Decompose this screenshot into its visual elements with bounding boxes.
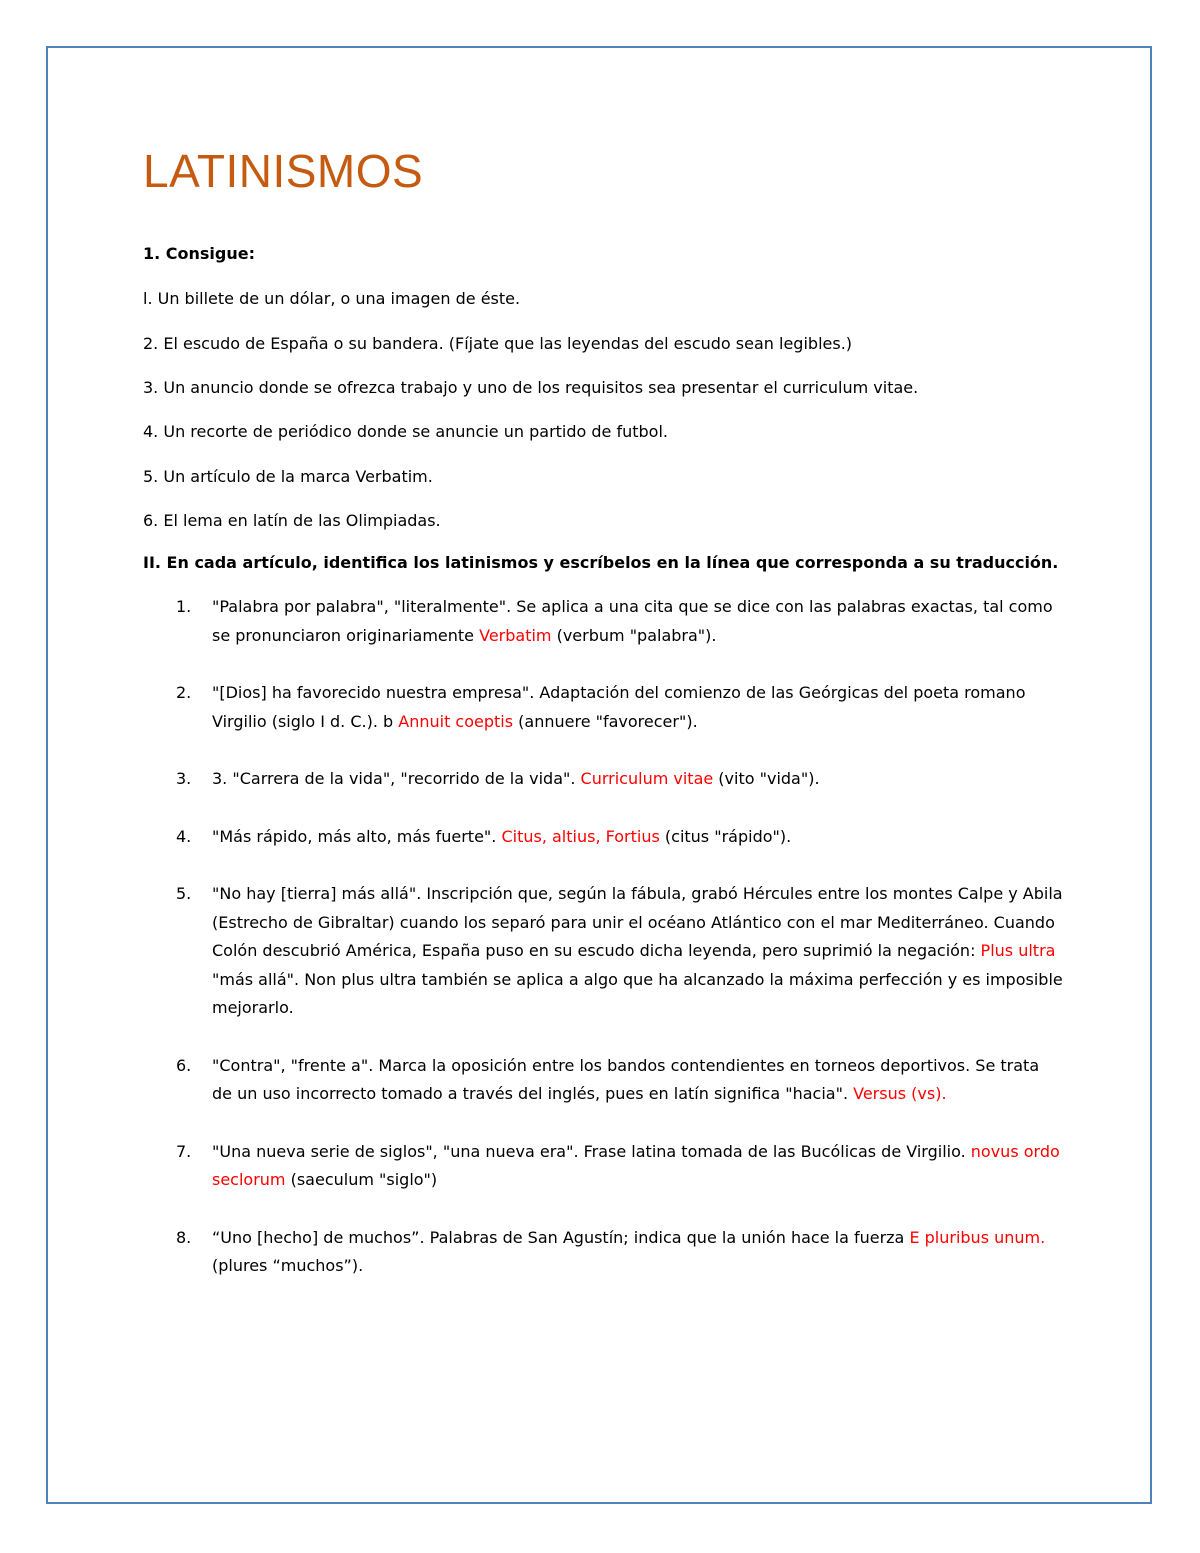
item-number: 6.	[176, 1055, 192, 1075]
page-title: LATINISMOS	[143, 145, 424, 197]
item-number: 5.	[176, 884, 192, 903]
list-item	[143, 1138, 1063, 1195]
item-number: 3.	[176, 769, 192, 788]
latin-term: Versus (vs).	[853, 1084, 947, 1103]
section2-heading: II. En cada artículo, identifica los latinismos y escríbelos en la línea que corresponda a su traducción.	[143, 553, 1059, 572]
section1-item: 3. Un anuncio donde se ofrezca trabajo y uno de los requisitos sea presentar el curriculum vitae.	[143, 378, 919, 397]
item-number: 7.	[176, 1141, 192, 1161]
item-text-after: (verbum "palabra").	[551, 625, 717, 645]
item-text: "Más rápido, más alto, más fuerte".	[212, 826, 502, 846]
item-text-after: (citus "rápido").	[659, 826, 792, 846]
item-text-after: (saeculum "siglo")	[285, 1170, 438, 1189]
item-text: "Una nueva serie de siglos", "una nueva era". Frase latina tomada de las Bucólicas de Virgilio.	[212, 1141, 971, 1161]
item-text-after: "más allá". Non plus ultra también se aplica a algo que ha alcanzado la máxima perfección y es imposible mejorarlo.	[212, 969, 1063, 1017]
section1-item: 5. Un artículo de la marca Verbatim.	[143, 467, 433, 486]
list-item	[143, 880, 1063, 1023]
list-item	[143, 1224, 1063, 1281]
section1-heading: 1. Consigue:	[143, 244, 256, 263]
item-text: “Uno [hecho] de muchos”. Palabras de San Agustín; indica que la unión hace la fuerza	[212, 1227, 910, 1247]
latin-term: Citus, altius, Fortius	[501, 826, 660, 846]
list-item	[143, 593, 1063, 650]
list-item	[143, 823, 1063, 852]
latin-term: Verbatim	[479, 625, 552, 645]
latin-term: Curriculum vitae	[580, 769, 714, 788]
item-text: 3. "Carrera de la vida", "recorrido de la vida".	[212, 769, 581, 788]
section1-item: 6. El lema en latín de las Olimpiadas.	[143, 511, 441, 530]
section1-item: l. Un billete de un dólar, o una imagen de éste.	[143, 289, 521, 308]
item-number: 4.	[176, 826, 192, 846]
item-text: "[Dios] ha favorecido nuestra empresa". Adaptación del comienzo de las Geórgicas del poeta romano Virgilio (siglo I d. C.). b	[212, 683, 1026, 731]
item-text: "Palabra por palabra", "literalmente". Se aplica a una cita que se dice con las palabras exactas, tal como se pronunciaron originariamente	[212, 597, 1053, 645]
item-text: "Contra", "frente a". Marca la oposición entre los bandos contendientes en torneos deportivos. Se trata de un uso incorrecto tomado a través del inglés, pues en latín significa "hacia".	[212, 1055, 1040, 1103]
item-number: 2.	[176, 683, 192, 702]
item-number: 1.	[176, 597, 192, 616]
list-item	[143, 765, 1063, 794]
list-item	[143, 679, 1063, 736]
item-text: "No hay [tierra] más allá". Inscripción que, según la fábula, grabó Hércules entre los montes Calpe y Abila (Estrecho de Gibraltar) cuando los separó para unir el océano Atlántico con el mar Mediterráneo. Cuando Colón descubrió América, España puso en su escudo dicha leyenda, pero suprimió la negación:	[212, 884, 1063, 960]
item-text-after: (vito "vida").	[713, 769, 820, 788]
item-text-after: (plures “muchos”).	[212, 1256, 364, 1275]
item-number: 8.	[176, 1227, 192, 1247]
latinism-list	[143, 593, 1063, 1310]
latin-term: Plus ultra	[980, 941, 1056, 960]
section1-item: 2. El escudo de España o su bandera. (Fíjate que las leyendas del escudo sean legibles.)	[143, 334, 853, 353]
list-item	[143, 1052, 1063, 1109]
section1-item: 4. Un recorte de periódico donde se anuncie un partido de futbol.	[143, 422, 668, 441]
latin-term: E pluribus unum.	[909, 1227, 1046, 1247]
latin-term: Annuit coeptis	[398, 711, 514, 731]
latin-term: novus ordo seclorum	[212, 1141, 1060, 1189]
item-text-after: (annuere "favorecer").	[513, 711, 698, 731]
